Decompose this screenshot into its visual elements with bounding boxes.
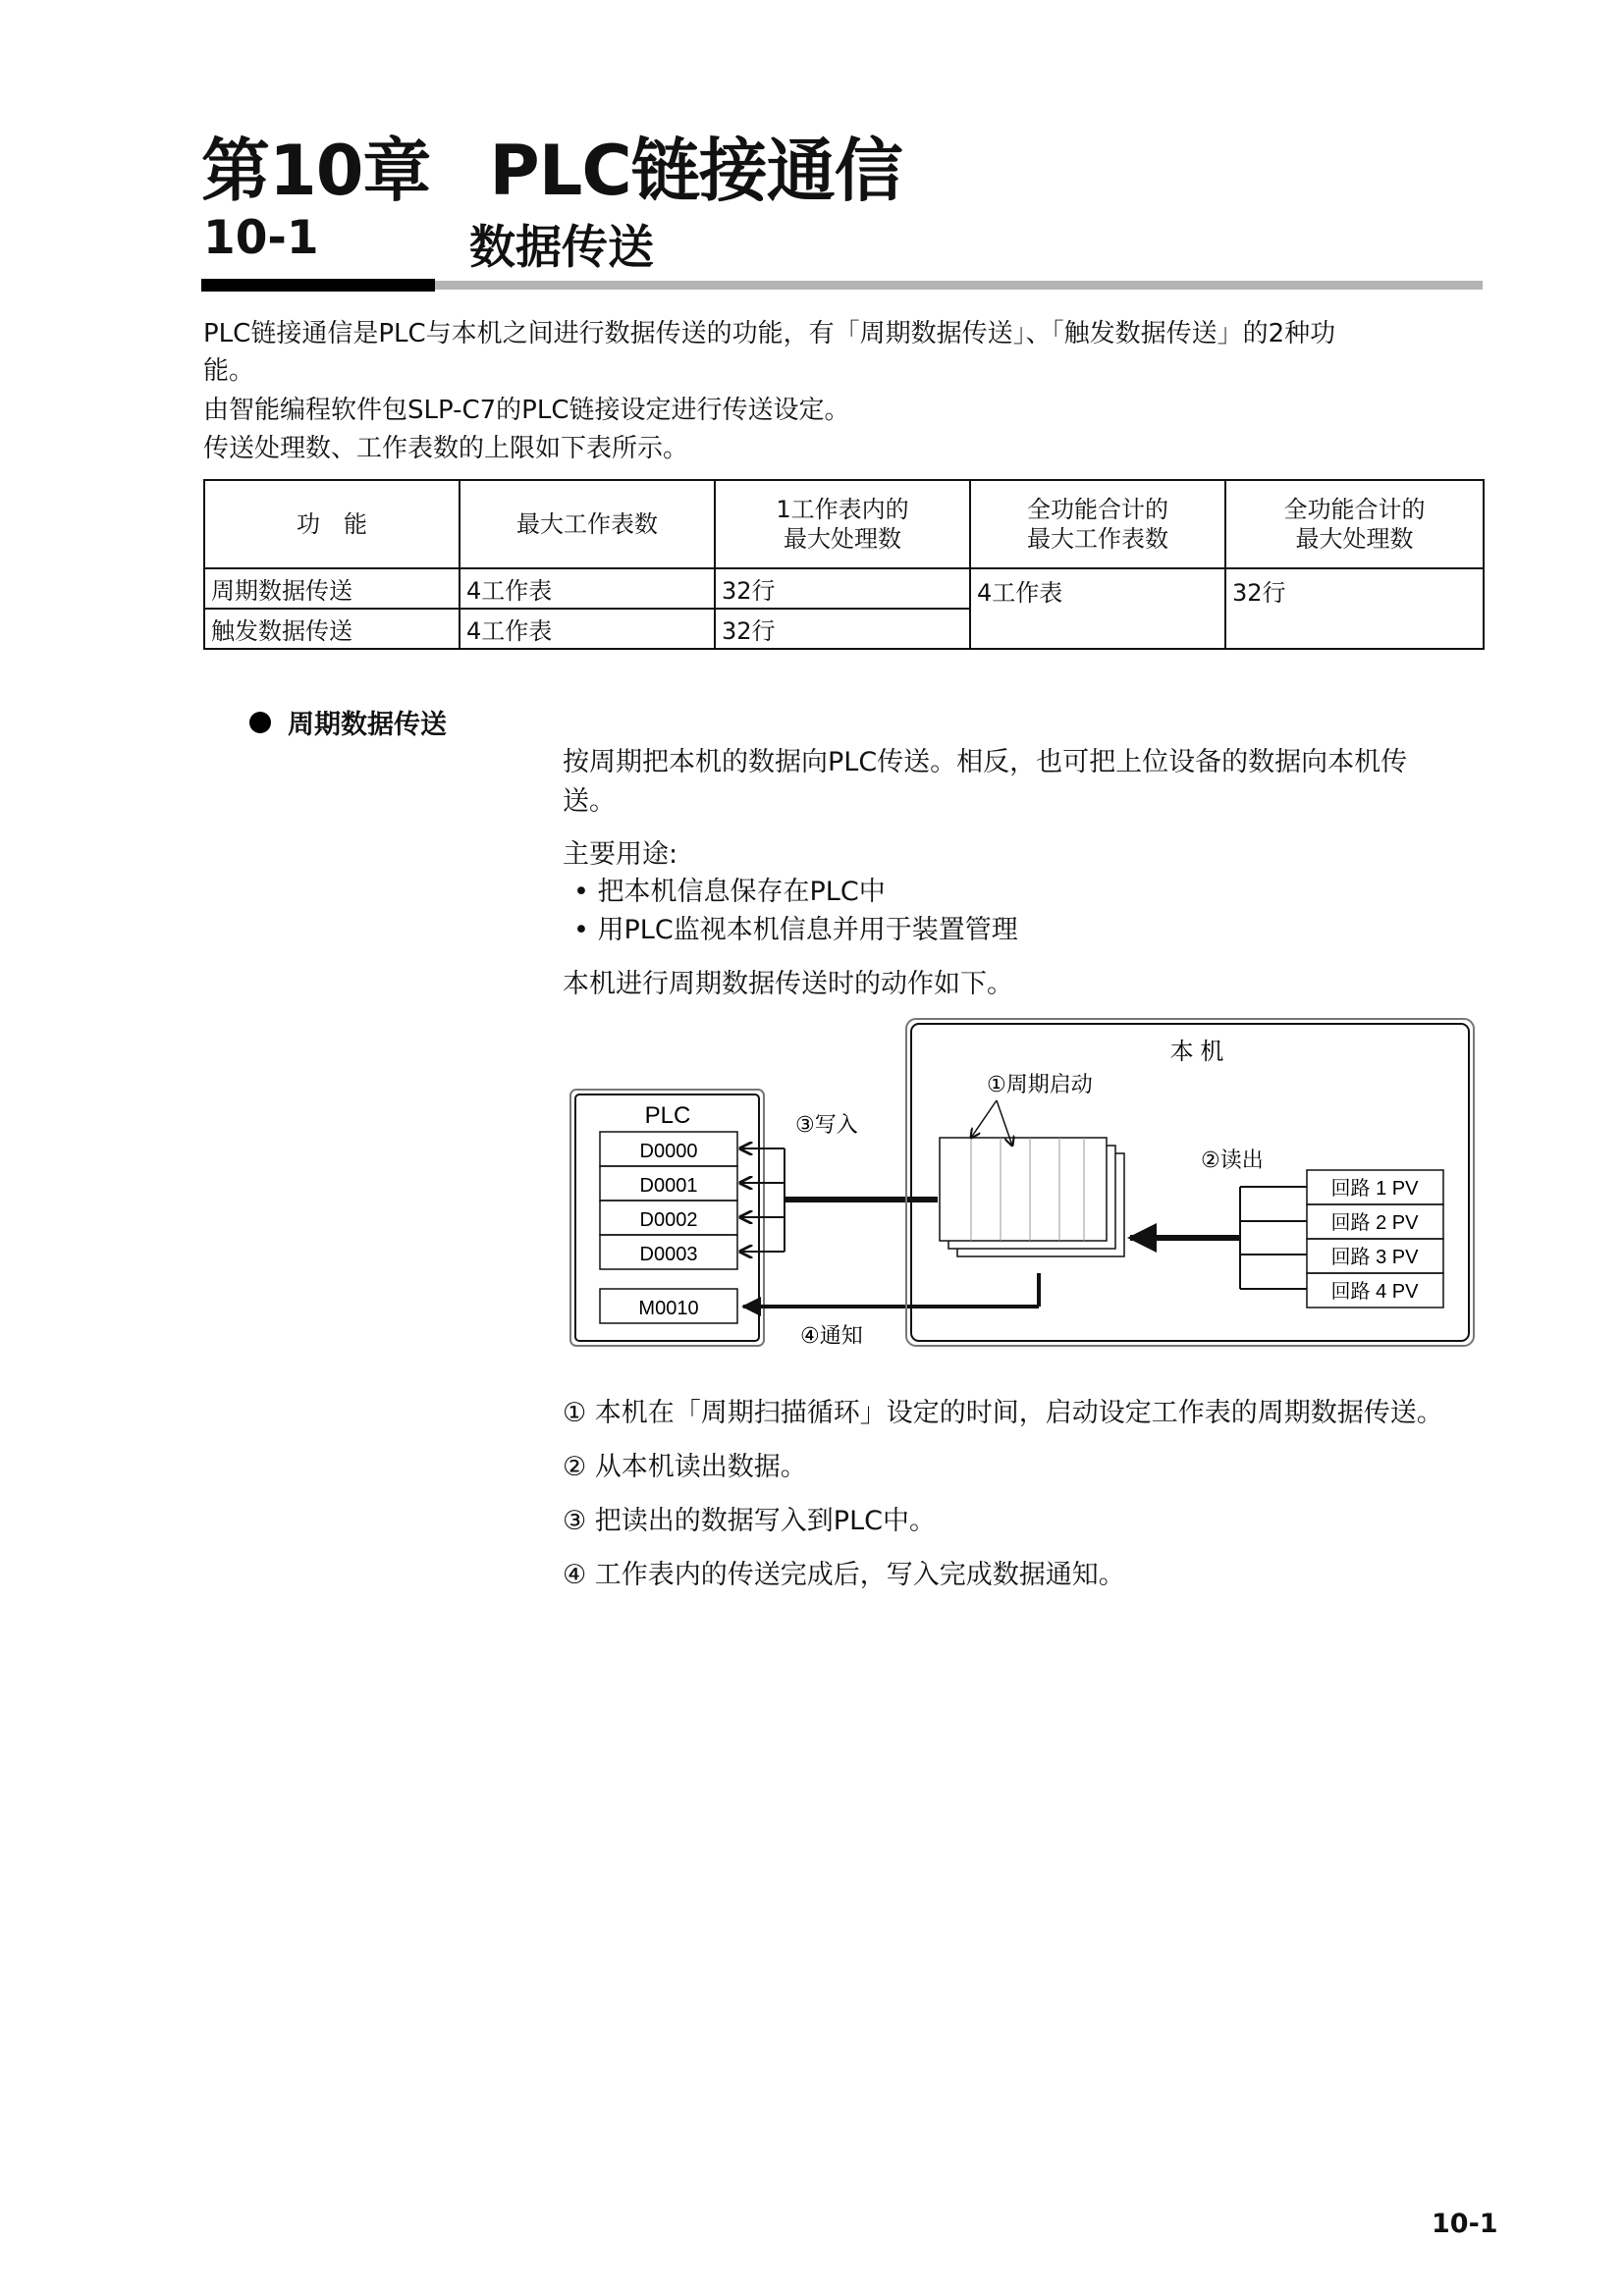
intro-line-4: 传送处理数、工作表数的上限如下表所示。 xyxy=(203,434,689,463)
use-item-1: • 把本机信息保存在PLC中 xyxy=(573,877,886,907)
step3-label: ③写入 xyxy=(795,1112,858,1137)
plc-label: PLC xyxy=(644,1102,691,1129)
cell-function: 周期数据传送 xyxy=(204,568,460,609)
uses-label: 主要用途: xyxy=(563,839,678,870)
register-d0002: D0002 xyxy=(639,1209,698,1231)
register-d0003: D0003 xyxy=(639,1244,698,1265)
cyclic-desc-line-1: 按周期把本机的数据向PLC传送。相反，也可把上位设备的数据向本机传 xyxy=(563,747,1408,777)
use-item-2: • 用PLC监视本机信息并用于装置管理 xyxy=(573,915,1018,945)
cyclic-desc-line-2: 送。 xyxy=(563,786,616,817)
heading-rule-light xyxy=(435,281,1483,290)
bullet-icon xyxy=(249,712,271,733)
subsection-title: 周期数据传送 xyxy=(288,710,447,740)
intro-line-2: 能。 xyxy=(203,356,255,386)
register-d0000: D0000 xyxy=(639,1141,698,1162)
step-1-text: ① 本机在「周期扫描循环」设定的时间，启动设定工作表的周期数据传送。 xyxy=(563,1398,1443,1428)
page-number: 10-1 xyxy=(1432,2209,1498,2239)
cell-max-sheets: 4工作表 xyxy=(460,609,715,649)
cell-function: 触发数据传送 xyxy=(204,609,460,649)
table-header-row xyxy=(204,480,1484,568)
chapter-title xyxy=(201,116,902,215)
write-arrows xyxy=(740,1112,938,1252)
action-intro: 本机进行周期数据传送时的动作如下。 xyxy=(563,969,1013,999)
loop-table xyxy=(1130,1148,1443,1308)
section-title: 数据传送 xyxy=(469,221,654,275)
register-m0010: M0010 xyxy=(638,1298,699,1319)
step4-label: ④通知 xyxy=(800,1323,863,1348)
table-row xyxy=(204,568,1484,609)
intro-line-3: 由智能编程软件包SLP-C7的PLC链接设定进行传送设定。 xyxy=(203,396,850,425)
loop-4-pv: 回路 4 PV xyxy=(1330,1281,1419,1303)
worksheet-stack xyxy=(940,1072,1124,1256)
bullet-dot-icon: • xyxy=(573,877,598,907)
heading-rule-dark xyxy=(201,279,435,292)
register-d0001: D0001 xyxy=(639,1175,698,1197)
plc-block xyxy=(570,1090,764,1346)
cyclic-transfer-diagram xyxy=(568,1016,1488,1350)
loop-1-pv: 回路 1 PV xyxy=(1330,1178,1419,1200)
loop-2-pv: 回路 2 PV xyxy=(1330,1212,1419,1234)
cell-total-sheets: 4工作表 xyxy=(970,568,1225,649)
bullet-dot-icon: • xyxy=(573,915,598,945)
header-total-sheets: 全功能合计的 最大工作表数 xyxy=(970,480,1225,568)
limits-table xyxy=(203,479,1485,650)
step2-label: ②读出 xyxy=(1201,1148,1264,1172)
step-4-text: ④ 工作表内的传送完成后，写入完成数据通知。 xyxy=(563,1560,1125,1590)
section-number: 10-1 xyxy=(203,211,319,265)
cell-max-sheets: 4工作表 xyxy=(460,568,715,609)
loop-3-pv: 回路 3 PV xyxy=(1330,1247,1419,1268)
cell-max-per-sheet: 32行 xyxy=(715,568,970,609)
intro-line-1: PLC链接通信是PLC与本机之间进行数据传送的功能，有「周期数据传送」、「触发数据传送」的2种功 xyxy=(203,319,1336,348)
step-2-text: ② 从本机读出数据。 xyxy=(563,1452,807,1482)
step-3-text: ③ 把读出的数据写入到PLC中。 xyxy=(563,1506,936,1536)
header-function: 功 能 xyxy=(204,480,460,568)
notify-arrow xyxy=(743,1273,1039,1348)
header-max-sheets: 最大工作表数 xyxy=(460,480,715,568)
cell-max-per-sheet: 32行 xyxy=(715,609,970,649)
header-max-per-sheet: 1工作表内的 最大处理数 xyxy=(715,480,970,568)
chapter-main-title: PLC链接通信 xyxy=(489,131,902,211)
step1-label: ①周期启动 xyxy=(987,1072,1093,1096)
cell-total-processing: 32行 xyxy=(1225,568,1484,649)
header-total-processing: 全功能合计的 最大处理数 xyxy=(1225,480,1484,568)
chapter-prefix: 第10章 xyxy=(201,131,431,211)
unit-label: 本 机 xyxy=(1169,1039,1224,1065)
